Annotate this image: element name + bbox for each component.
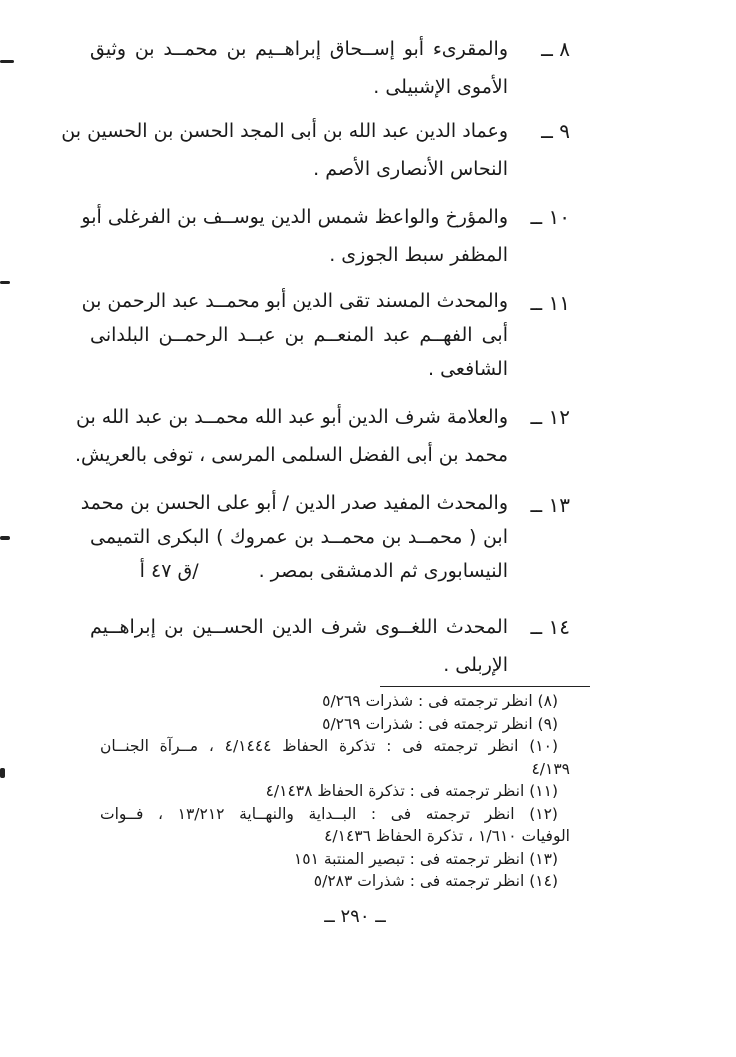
entry-line: أبى الفهــم عبد المنعــم بن عبــد الرحمــن البلدانى [90,324,508,346]
footnote-continuation: ٤/١٣٩ [531,759,570,778]
entry-line: والمحدث المفيد صدر الدين / أبو على الحسن بن محمد [80,492,508,514]
entry-9 [61,112,570,188]
entry-number: ١٣ ــ [530,493,570,517]
entry-line: والمحدث المسند تقى الدين أبو محمــد عبد الرحمن بن [81,290,508,312]
entry-line: والعلامة شرف الدين أبو عبد الله محمــد بن عبد الله بن [76,406,508,428]
entry-line: الشافعى . [428,358,508,380]
entry-line-text: النيسابورى ثم الدمشقى بمصر . [258,560,508,582]
scan-mark [0,536,10,540]
footnote: (٨) انظر ترجمته فى : شذرات ٥/٢٦٩ [322,692,558,710]
entry-10 [81,198,570,274]
page-number: ــ ٢٩٠ ــ [324,906,386,927]
footnotes [100,690,570,893]
footnote: (١٤) انظر ترجمته فى : شذرات ٥/٢٨٣ [313,872,558,890]
footnote: (١٠) انظر ترجمته فى : تذكرة الحفاظ ٤/١٤٤٤ ، مــرآة الجنــان [100,737,559,755]
scan-mark [0,768,5,778]
entry-line: والمؤرخ والواعظ شمس الدين يوســف بن الفرغلى أبو [81,206,508,228]
entry-line: وعماد الدين عبد الله بن أبى المجد الحسن بن الحسين بن [61,120,508,142]
folio-marker: /ق ٤٧ أ [139,560,199,582]
footnote-rule [380,686,590,687]
entry-line: النحاس الأنصارى الأصم . [313,158,508,180]
scan-mark [0,60,14,63]
footnote: (١١) انظر ترجمته فى : تذكرة الحفاظ ٤/١٤٣٨ [265,782,558,800]
entry-line: الإربلى . [443,654,508,676]
entry-number: ١١ ــ [530,291,570,315]
entry-number: ١٤ ــ [530,615,570,639]
entry-line: والمقرىء أبو إســحاق إبراهــيم بن محمــد بن وثيق [90,38,508,60]
entry-line: المظفر سبط الجوزى . [329,244,508,266]
footnote: (١٢) انظر ترجمته فى : البــداية والنهــاية ١٣/٢١٢ ، فــوات [100,804,558,823]
entry-number: ١٠ ــ [530,205,570,229]
entry-12 [74,398,570,474]
entry-11 [81,284,570,386]
entry-8 [90,30,570,106]
entry-line [90,554,570,588]
entry-number: ٩ ــ [541,119,570,143]
footnote: (٩) انظر ترجمته فى : شذرات ٥/٢٦٩ [322,714,558,733]
entry-14 [90,608,570,684]
entry-line: محمد بن أبى الفضل السلمى المرسى ، توفى بالعريش. [74,444,508,466]
footnote: (١٣) انظر ترجمته فى : تبصير المنتبة ١٥١ [293,849,558,868]
entry-number: ٨ ــ [541,37,570,61]
entry-number: ١٢ ــ [530,405,570,429]
entry-13 [80,486,570,588]
footnote-continuation: الوفيات ١/٦١٠ ، تذكرة الحفاظ ٤/١٤٣٦ [324,827,570,845]
entry-line: الأموى الإشبيلى . [373,76,508,98]
entry-line: المحدث اللغــوى شرف الدين الحســين بن إبراهــيم [90,616,508,638]
entry-line: ابن ( محمــد بن محمــد بن عمروك ) البكرى التميمى [90,526,508,548]
scan-mark [0,281,10,284]
